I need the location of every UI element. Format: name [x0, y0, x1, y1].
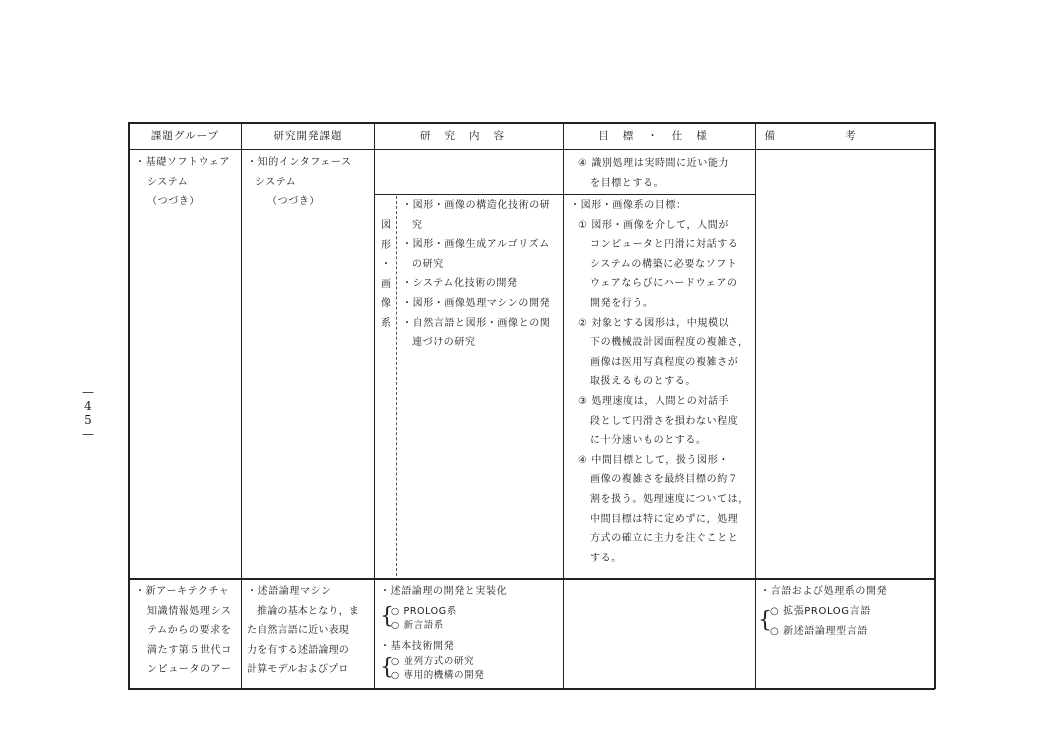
- row2-remarks-sub-line: ○ 拡張PROLOG言語: [770, 606, 871, 617]
- row1-content-line: ・自然言語と図形・画像との関: [402, 317, 551, 329]
- content-subdivider: [374, 194, 755, 195]
- row2-remarks-sub-line: ○ 新述語論理型言語: [770, 625, 868, 637]
- row2-content-head2: ・基本技術開発: [380, 641, 455, 652]
- row2-content-sub1: [391, 605, 457, 633]
- row1-topic-line: （つづき）: [267, 196, 320, 208]
- row1-group-cell: [135, 153, 230, 212]
- row1-target-line: ③ 処理速度は，人間との対話手: [578, 395, 730, 407]
- row1-target-line: 割を扱う。処理速度については，: [590, 493, 749, 505]
- row1-target-line: 下の機械設計図面程度の複雑さ，: [590, 337, 749, 349]
- row2-topic-line: ・述語論理マシン: [247, 586, 332, 597]
- row1-content-line: 究: [412, 219, 423, 231]
- row1-target-top-line: ④ 識別処理は実時間に近い能力: [578, 158, 730, 169]
- row2-topic-line: た自然言語に近い表現: [247, 625, 349, 637]
- page-number: [80, 385, 96, 441]
- page-number-digit-1: 4: [84, 399, 92, 413]
- row1-target-line: する。: [590, 552, 622, 564]
- row1-target-line: ・図形・画像系の目標：: [570, 200, 687, 211]
- header-group: 課題グループ: [150, 130, 220, 142]
- row1-target-line: ④ 中間目標として，扱う図形・: [578, 454, 729, 466]
- row1-target-line: ① 図形・画像を介して，人間が: [578, 219, 729, 231]
- row2-topic-line: 計算モデルおよびプロ: [247, 664, 349, 676]
- row1-content-cell: [402, 196, 550, 353]
- row1-target-line: ② 対象とする図形は，中規模以: [578, 317, 730, 329]
- row2-group-line: 知識情報処理シス: [147, 605, 232, 617]
- row1-target-cell: [570, 196, 749, 568]
- row1-content-line: ・図形・画像の構造化技術の研: [402, 200, 551, 211]
- row1-target-line: 画像は医用写真程度の複雑さが: [590, 356, 739, 368]
- table-col-divider-2: [374, 122, 375, 689]
- table-border-left: [128, 122, 130, 689]
- page-number-dash-bottom: —: [82, 427, 94, 441]
- page-number-digit-2: 5: [84, 413, 92, 427]
- row1-target-line: 段として円滑さを損わない程度: [590, 415, 739, 427]
- row2-group-line: ・新アーキテクチャ: [135, 586, 230, 597]
- row1-target-top-line: を目標とする。: [590, 177, 665, 189]
- row2-content-sub2-line: ○ 専用的機構の開発: [391, 670, 485, 681]
- table-col-divider-4: [755, 122, 756, 689]
- table-col-divider-3: [563, 122, 564, 689]
- row1-content-line: ・図形・画像生成アルゴリズム: [402, 239, 550, 251]
- row2-content-sub2: [391, 655, 484, 683]
- row1-content-line: ・システム化技術の開発: [402, 278, 518, 290]
- row1-content-category: [376, 198, 396, 334]
- row2-remarks-head: ・言語および処理系の開発: [760, 586, 888, 597]
- table-col-divider-1: [241, 122, 242, 689]
- page-number-dash-top: —: [82, 385, 94, 399]
- row1-target-line: 画像の複雑さを最終目標の約７: [590, 474, 739, 486]
- row2-content-brace2: {: [380, 655, 394, 680]
- row1-target-top-cell: [578, 154, 729, 193]
- row1-topic-cell: [247, 153, 352, 212]
- row1-content-line: ・図形・画像処理マシンの開発: [402, 297, 551, 309]
- row1-group-line: システム: [147, 176, 189, 188]
- category-char: 画: [381, 278, 391, 290]
- row2-content-head1: ・述語論理の開発と実装化: [380, 586, 508, 597]
- row2-group-line: テムからの要求を: [147, 625, 232, 637]
- row1-topic-line: ・知的インタフェース: [247, 157, 352, 168]
- row1-group-line: （つづき）: [147, 196, 200, 208]
- table-border-bottom: [128, 688, 935, 690]
- category-char: 形: [381, 239, 391, 251]
- row2-topic-cell: [247, 582, 359, 680]
- row2-remarks-sub: [770, 602, 871, 641]
- row1-target-line: 方式の確立に主力を注ぐことと: [590, 533, 739, 545]
- category-char: 像: [381, 298, 391, 310]
- header-content: 研究内容: [420, 130, 518, 142]
- row1-target-line: 中間目標は特に定めずに，処理: [590, 513, 739, 525]
- row1-target-line: に十分速いものとする。: [590, 435, 707, 447]
- row2-group-line: 満たす第５世代コ: [147, 644, 232, 656]
- row2-content-sub1-line: ○ 新言語系: [391, 620, 444, 631]
- category-dashed-divider: [396, 196, 397, 576]
- row1-content-line: 連づけの研究: [412, 337, 476, 349]
- row1-target-line: 開発を行う。: [590, 297, 654, 309]
- row2-topic-line: 力を有する述語論理の: [247, 644, 349, 656]
- row2-topic-line: 推論の基本となり，ま: [257, 605, 359, 617]
- table-border-right: [934, 122, 936, 689]
- row2-content-brace1: {: [380, 604, 394, 629]
- row1-target-line: コンピュータと円滑に対話する: [590, 239, 739, 251]
- category-char: 図: [381, 220, 391, 231]
- row1-content-line: の研究: [412, 258, 444, 270]
- row2-group-line: ンピュータのアー: [147, 664, 232, 676]
- row2-content-sub2-line: ○ 並列方式の研究: [391, 656, 475, 667]
- table-border-header: [128, 149, 935, 150]
- row2-content-sub1-line: ○ PROLOG系: [391, 606, 457, 617]
- row2-remarks-brace: {: [758, 608, 772, 633]
- row1-target-line: システムの構築に必要なソフト: [590, 258, 738, 270]
- row1-topic-line: システム: [255, 176, 297, 188]
- row2-group-cell: [135, 582, 232, 680]
- row1-group-line: ・基礎ソフトウェア: [135, 157, 230, 168]
- header-remarks: 備考: [764, 130, 926, 142]
- category-char: ・: [381, 259, 391, 271]
- row1-target-line: ウェアならびにハードウェアの: [590, 278, 738, 290]
- header-target: 目標・仕様: [598, 130, 721, 142]
- header-topic: 研究開発課題: [273, 130, 343, 142]
- row1-target-line: 取扱えるものとする。: [590, 376, 696, 388]
- table-border-row-divider: [128, 578, 935, 580]
- category-char: 系: [381, 317, 391, 329]
